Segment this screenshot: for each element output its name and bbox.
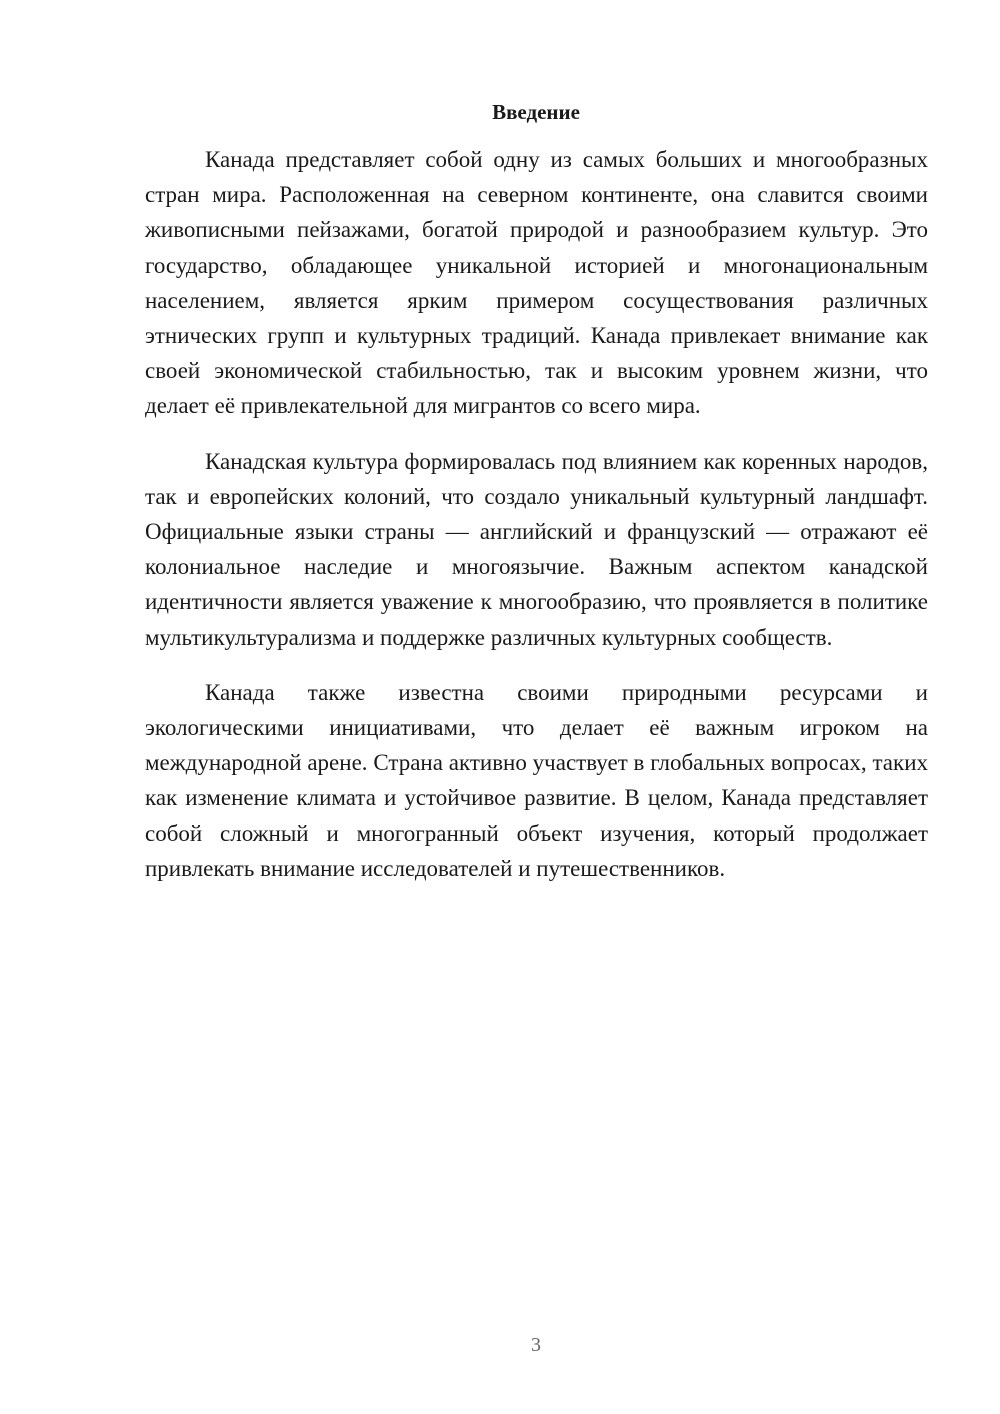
page-number: 3: [531, 1334, 541, 1356]
paragraph-1: Канада представляет собой одну из самых больших и многообразных стран мира. Расположенная на северном континенте, она славится своими живописными пейзажами, богатой природой и разнообразием культур. Это государство, обладающее уникальной историей и многонациональным населением, является ярким примером сосуществования различных этнических групп и культурных традиций. Канада привлекает внимание как своей экономической стабильностью, так и высоким уровнем жизни, что делает её привлекательной для мигрантов со всего мира.: [145, 147, 928, 419]
section-title: Введение: [492, 100, 580, 124]
paragraph-3: Канада также известна своими природными ресурсами и экологическими инициативами, что делает её важным игроком на международной арене. Страна активно участвует в глобальных вопросах, таких как изменение климата и устойчивое развитие. В целом, Канада представляет собой сложный и многогранный объект изучения, который продолжает привлекать внимание исследователей и путешественников.: [145, 679, 928, 881]
body-text: [145, 142, 928, 906]
paragraph-2: Канадская культура формировалась под влиянием как коренных народов, так и европейских колоний, что создало уникальный культурный ландшафт. Официальные языки страны — английский и французский — отражают её колониальное наследие и многоязычие. Важным аспектом канадской идентичности является уважение к многообразию, что проявляется в политике мультикультурализма и поддержке различных культурных сообществ.: [145, 448, 928, 650]
